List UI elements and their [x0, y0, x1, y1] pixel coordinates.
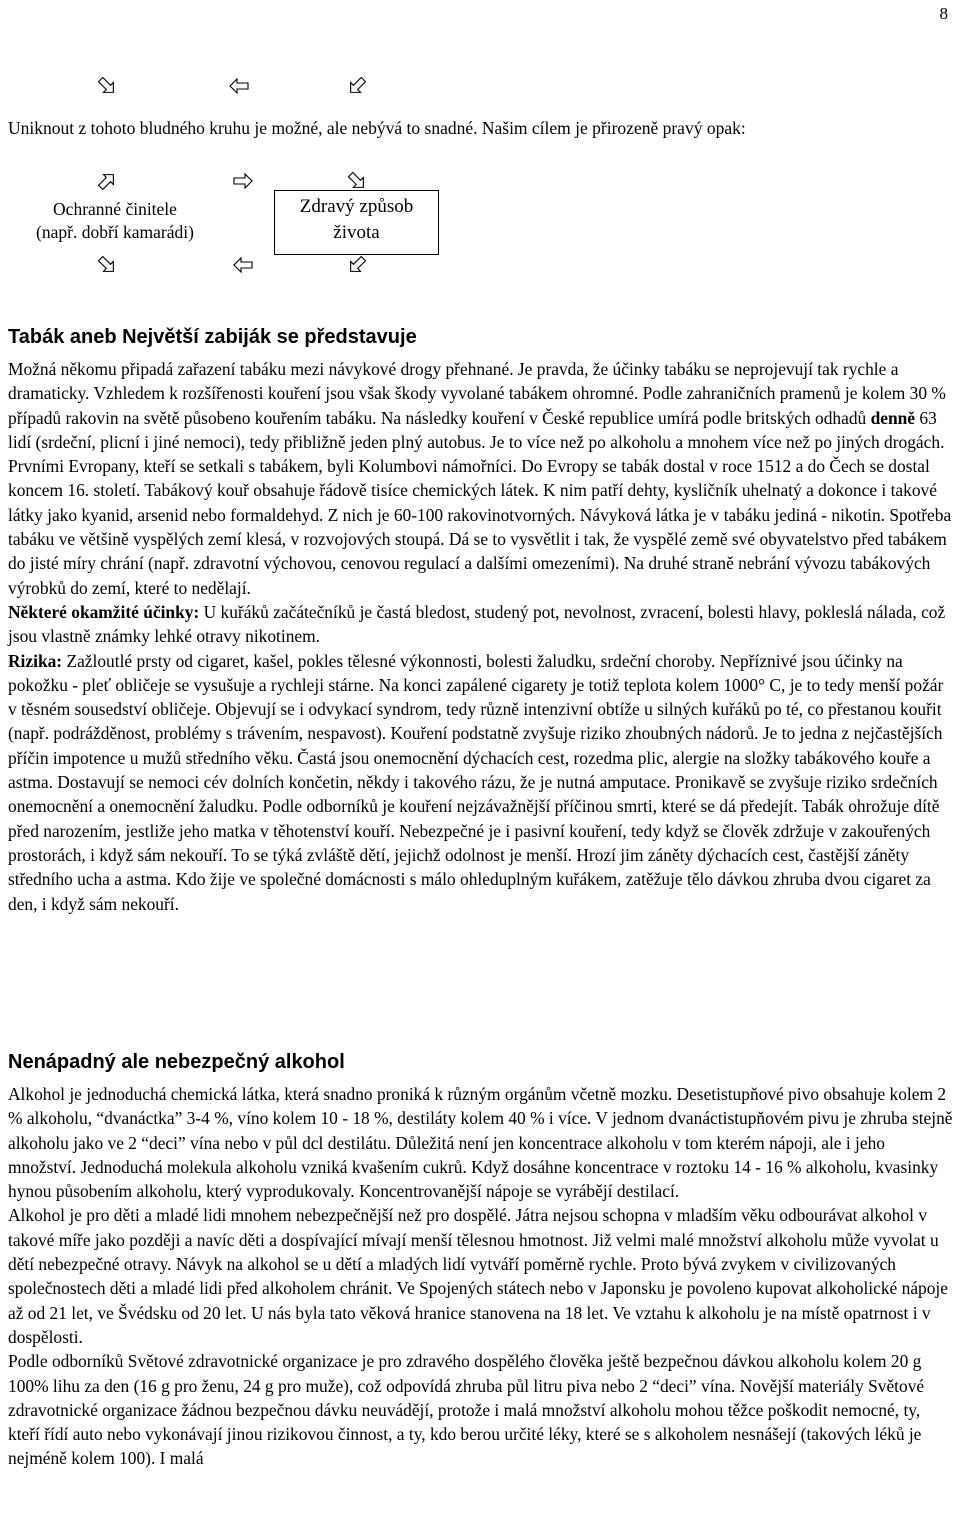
tobacco-paragraph-history: Prvními Evropany, kteří se setkali s tabákem, byli Kolumbovi námořníci. Do Evropy se tabák dostal v roce 1512 a do Čech se dostal koncem 16. století. Tabákový kouř obsahuje řádově tisíce chemických látek. K nim patří dehty, kysličník uhelnatý a dokonce i takové látky jako kyanid, arsenid nebo formaldehyd. Z nich je 60-100 rakovinotvorných. Návyková látka je v tabáku jediná - nikotin. Spotřeba tabáku ve většině vyspělých zemí klesá, v rozvojových stoupá. Dá se to vysvětlit i tak, že vyspělé země své obyvatelstvo před tabákem do jisté míry chrání (např. zdravotní výchovou, cenovou regulací a dalšími omezeními). Na druhé straně nebrání vývozu tabákových výrobků do zemí, které to nedělají.	[8, 456, 952, 598]
alcohol-section	[8, 1082, 954, 1471]
arrow-up-right-icon	[96, 170, 118, 192]
intro-text: Uniknout z tohoto bludného kruhu je možné, ale nebývá to snadné. Našim cílem je přirozeně pravý opak:	[8, 118, 746, 138]
protective-factors-box	[0, 194, 230, 260]
alcohol-paragraph-1: Alkohol je jednoduchá chemická látka, která snadno proniká k různým orgánům včetně mozku. Desetistupňové pivo obsahuje kolem 2 % alkoholu, “dvanáctka” 3-4 %, víno kolem 10 - 18 %, destiláty kolem 40 % i více. V jednom dvanáctistupňovém pivu je zhruba stejně alkoholu jako ve 2 “deci” vína nebo v půl dcl destilátu. Důležitá není jen koncentrace alkoholu v tom kterém nápoji, ale i jeho množství. Jednoduchá molekula alkoholu vzniká kvašením cukrů. Když dosáhne koncentrace v roztoku 14 - 16 % alkoholu, kvasinky hynou působením alkoholu, který vyprodukovaly. Koncentrovanější nápoje se vyrábějí destilací.	[8, 1084, 953, 1202]
tobacco-p2-text-a: Na následky kouření v České republice umírá podle britských odhadů	[380, 407, 871, 428]
arrow-left-icon	[228, 75, 250, 97]
tobacco-p2-bold: denně	[870, 407, 916, 428]
tobacco-section	[8, 357, 954, 916]
arrow-down-left-icon	[346, 254, 368, 276]
healthy-lifestyle-box	[274, 190, 439, 255]
arrow-down-right-icon	[96, 75, 118, 97]
tobacco-heading: Tabák aneb Největší zabiják se představuje	[8, 326, 417, 348]
risks-label: Rizika:	[8, 650, 63, 671]
healthy-lifestyle-line2: života	[333, 222, 380, 243]
protective-factors-line1: Ochranné činitele	[53, 199, 177, 219]
arrow-down-left-icon	[346, 75, 368, 97]
alcohol-paragraph-2: Alkohol je pro děti a mladé lidi mnohem nebezpečnější než pro dospělé. Játra nejsou schopna v mladším věku odbourávat alkohol v takové míře jako později a navíc děti a dospívající mívají menší tělesnou hmotnost. Již velmi malé množství alkoholu může vyvolat u dětí nebezpečné otravy. Návyk na alkohol se u dětí a mladých lidí vytváří poměrně rychle. Proto bývá zvykem v civilizovaných společnostech děti a mladé lidi před alkoholem chránit. Ve Spojených státech nebo v Japonsku je povoleno kupovat alkoholické nápoje až od 21 let, ve Švédsku od 20 let. U nás byla tato věková hranice stanovena na 18 let. Ve vztahu k alkoholu je na místě opatrnost i v dospělosti.	[8, 1205, 948, 1347]
effects-label: Některé okamžité účinky:	[8, 601, 200, 622]
arrow-right-icon	[232, 170, 254, 192]
arrow-down-right-icon	[346, 170, 368, 192]
protective-factors-line2: (např. dobří kamarádi)	[36, 222, 194, 242]
arrow-down-right-icon	[96, 254, 118, 276]
alcohol-heading: Nenápadný ale nebezpečný alkohol	[8, 1051, 345, 1073]
tobacco-paragraph-effects	[8, 600, 954, 649]
tobacco-p1-text: Možná někomu připadá zařazení tabáku mezi návykové drogy přehnané. Je pravda, že účinky tabáku se neprojevují tak rychle a dramaticky. Vzhledem k rozšířenosti kouření jsou však škody vyvolané tabákem ohromné. Podle zahraničních pramenů je kolem 30 % případů rakovin na světě působeno kouřením tabáku.	[8, 359, 946, 428]
arrow-left-icon	[232, 254, 254, 276]
page-number: 8	[939, 4, 948, 23]
tobacco-paragraph-1	[8, 357, 954, 454]
risks-text: Zažloutlé prsty od cigaret, kašel, pokles tělesné výkonnosti, bolesti žaludku, srdeční choroby. Nepříznivé jsou účinky na pokožku - pleť obličeje se vysušuje a rychleji stárne. Na konci zapálené cigarety je totiž teplota kolem 1000° C, je to tedy menší požár v těsném sousedství obličeje. Objevují se i odvykací syndrom, tedy různě intenzivní obtíže u silných kuřáků po té, co přestanou kouřit (např. podrážděnost, problémy s trávením, nespavost). Kouření podstatně zvyšuje riziko zhoubných nádorů. Je to jedna z nejčastějších příčin impotence u mužů středního věku. Častá jsou onemocnění dýchacích cest, rozedma plic, alergie na složky tabákového kouře a astma. Dostavují se nemoci cév dolních končetin, někdy i takového rázu, že je nutná amputace. Pronikavě se zvyšuje riziko srdečních onemocnění a onemocnění žaludku. Podle odborníků je kouření nejzávažnější příčinou smrti, které se dá předejít. Tabák ohrožuje dítě před narozením, jestliže jeho matka v těhotenství kouří. Nebezpečné je i pasivní kouření, tedy když se člověk zdržuje v zakouřených prostorách, i když sám nekouří. To se týká zvláště dětí, jejichž odolnost je menší. Hrozí jim záněty dýchacích cest, častější záněty středního ucha a astma. Kdo žije ve společné domácnosti s málo ohleduplným kuřákem, zatěžuje tělo dávkou zhruba dvou cigaret za den, i když sám nekouří.	[8, 650, 944, 914]
tobacco-p2-text-b: 63 lidí (srdeční, plicní i jiné nemoci), tedy přibližně jeden plný autobus. Je to více než po alkoholu a mnohem více než po jiných drogách.	[8, 407, 945, 452]
effects-text: U kuřáků začátečníků je častá bledost, studený pot, nevolnost, zvracení, bolesti hlavy, pokleslá nálada, což jsou vlastně známky lehké otravy nikotinem.	[8, 601, 946, 647]
tobacco-paragraph-risks	[8, 649, 954, 916]
healthy-lifestyle-line1: Zdravý způsob	[299, 196, 414, 217]
alcohol-paragraph-3: Podle odborníků Světové zdravotnické organizace je pro zdravého dospělého člověka ještě bezpečnou dávkou alkoholu kolem 20 g 100% lihu za den (16 g pro ženu, 24 g pro muže), což odpovídá zhruba půl litru piva nebo 2 “deci” vína. Novější materiály Světové zdravotnické organizace žádnou bezpečnou dávku neuvádějí, protože i malá množství alkoholu mohou těžce poškodit nemocné, ty, kteří řídí auto nebo vykonávají jinou rizikovou činnost, a ty, kdo berou určité léky, které se s alkoholem nesnášejí (takových léků je nejméně kolem 100). I malá	[8, 1351, 925, 1469]
